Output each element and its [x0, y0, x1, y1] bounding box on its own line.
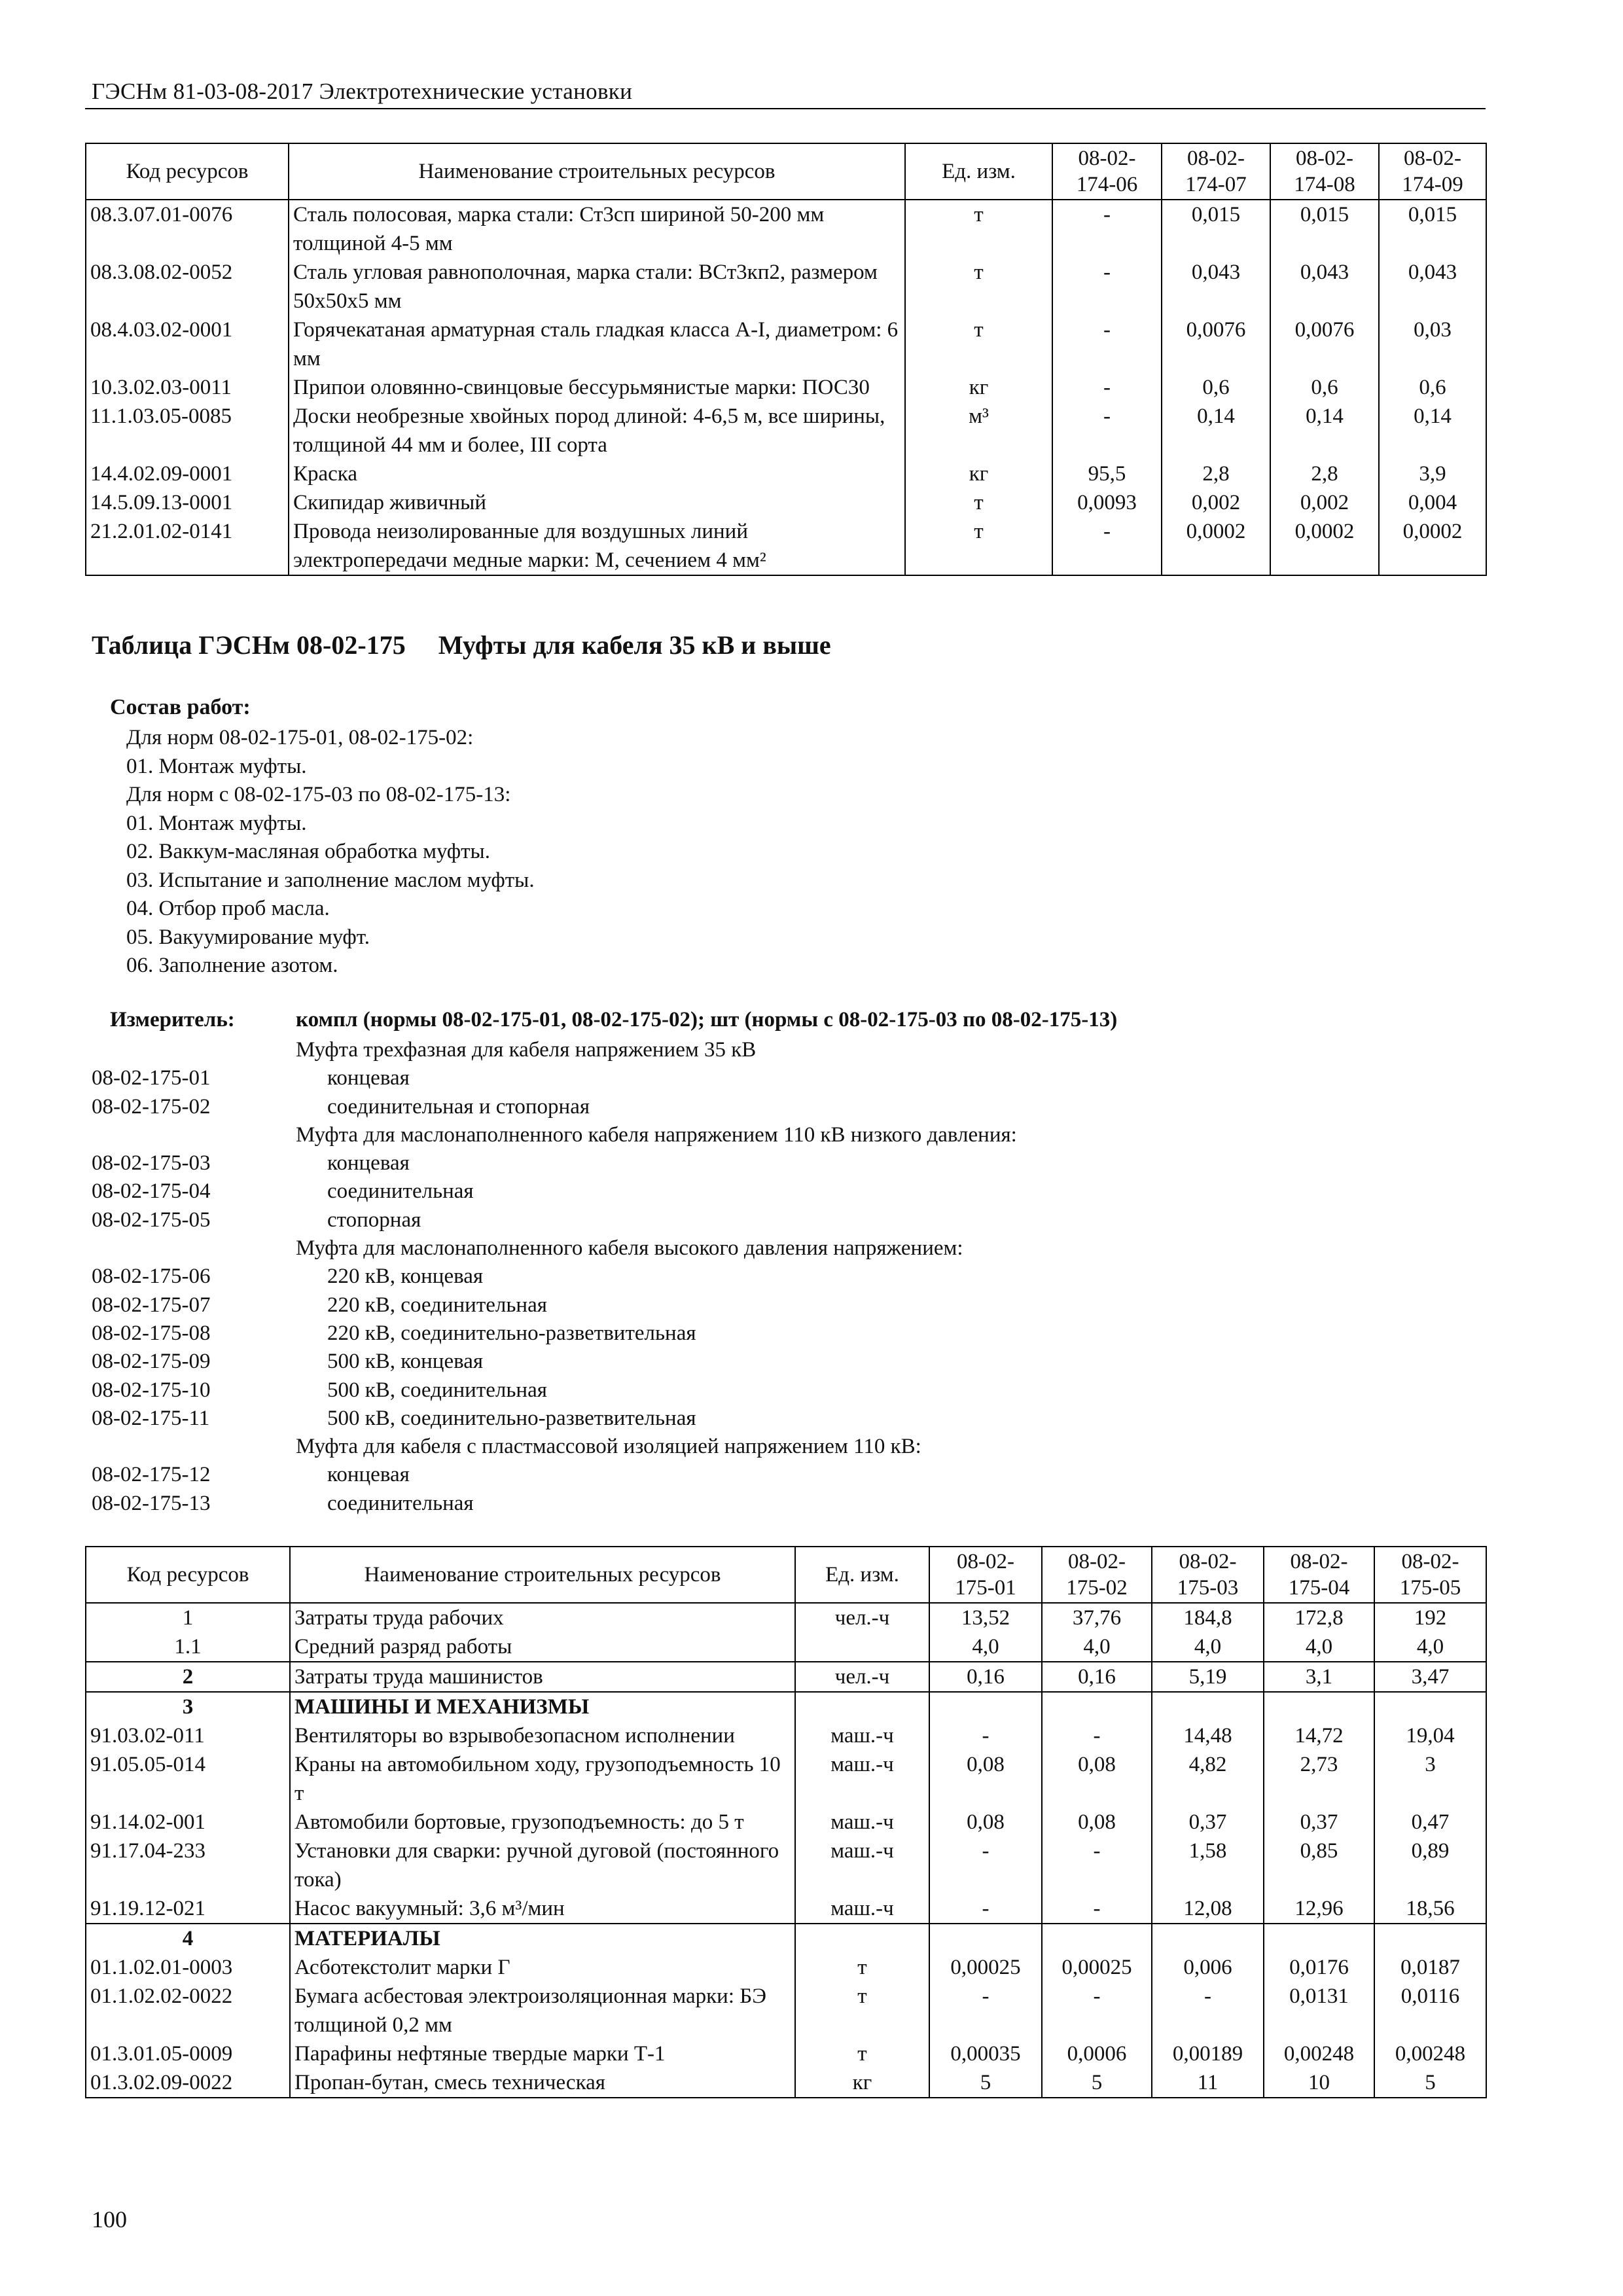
unit-cell: [795, 1692, 929, 1721]
works-item: 06. Заполнение азотом.: [126, 954, 338, 977]
value-cell: -: [1052, 373, 1162, 402]
value-cell: 4,0: [929, 1632, 1042, 1662]
resource-code: 91.17.04-233: [86, 1837, 290, 1894]
works-item: 01. Монтаж муфты.: [126, 811, 307, 835]
resource-code: 1: [86, 1603, 290, 1632]
unit-cell: маш.-ч: [795, 1721, 929, 1750]
value-cell: 4,0: [1152, 1632, 1264, 1662]
value-cell: 14,72: [1264, 1721, 1374, 1750]
value-cell: 192: [1374, 1603, 1486, 1632]
header-rule: [85, 108, 1486, 109]
column-header: 08-02- 174-07: [1162, 143, 1270, 200]
table-row: [86, 1692, 1486, 1721]
resource-name: Провода неизолированные для воздушных линий электропередачи медные марки: М, сечением 4 мм²: [289, 517, 905, 575]
norm-group: Муфта для маслонаполненного кабеля напряжением 110 кВ низкого давления:: [296, 1122, 1017, 1147]
value-cell: 2,8: [1162, 459, 1270, 488]
value-cell: 10: [1264, 2068, 1374, 2098]
value-cell: -: [1042, 1982, 1152, 2039]
table-row: [86, 1894, 1486, 1924]
resource-code: 01.3.02.09-0022: [86, 2068, 290, 2098]
norm-group: Муфта трехфазная для кабеля напряжением 35 кВ: [296, 1038, 757, 1062]
value-cell: 12,96: [1264, 1894, 1374, 1924]
value-cell: -: [1052, 200, 1162, 258]
table-header-row: [86, 143, 1486, 200]
value-cell: -: [929, 1982, 1042, 2039]
value-cell: 0,002: [1270, 488, 1379, 517]
value-cell: 12,08: [1152, 1894, 1264, 1924]
resource-name: Краны на автомобильном ходу, грузоподъемность 10 т: [290, 1750, 795, 1808]
value-cell: 0,16: [1042, 1662, 1152, 1692]
value-cell: 4,0: [1264, 1632, 1374, 1662]
value-cell: 18,56: [1374, 1894, 1486, 1924]
value-cell: [1042, 1692, 1152, 1721]
unit-cell: [795, 1924, 929, 1953]
value-cell: [1374, 1692, 1486, 1721]
unit-cell: м³: [905, 402, 1052, 459]
value-cell: 0,47: [1374, 1808, 1486, 1837]
value-cell: 0,6: [1379, 373, 1486, 402]
value-cell: 3,9: [1379, 459, 1486, 488]
meter-value: компл (нормы 08-02-175-01, 08-02-175-02); шт (нормы с 08-02-175-03 по 08-02-175-13): [296, 1008, 1118, 1031]
column-header: 08-02- 175-02: [1042, 1547, 1152, 1603]
value-cell: 0,16: [929, 1662, 1042, 1692]
value-cell: 95,5: [1052, 459, 1162, 488]
value-cell: 11: [1152, 2068, 1264, 2098]
table-row: [86, 373, 1486, 402]
norm-code: 08-02-175-09: [92, 1350, 211, 1374]
value-cell: 0,043: [1270, 258, 1379, 315]
resource-code: 91.05.05-014: [86, 1750, 290, 1808]
value-cell: 0,043: [1162, 258, 1270, 315]
norm-code: 08-02-175-02: [92, 1094, 211, 1119]
table-row: [86, 1953, 1486, 1982]
table-row: [86, 517, 1486, 575]
value-cell: 5: [929, 2068, 1042, 2098]
norm-code: 08-02-175-01: [92, 1066, 211, 1090]
resource-name: Доски необрезные хвойных пород длиной: 4-6,5 м, все ширины, толщиной 44 мм и более, III сорта: [289, 402, 905, 459]
resource-name: Сталь полосовая, марка стали: Ст3сп шириной 50-200 мм толщиной 4-5 мм: [289, 200, 905, 258]
value-cell: -: [929, 1894, 1042, 1924]
value-cell: 3,47: [1374, 1662, 1486, 1692]
table-row: [86, 258, 1486, 315]
norm-code: 08-02-175-04: [92, 1179, 211, 1204]
column-header: 08-02- 174-08: [1270, 143, 1379, 200]
norm-code: 08-02-175-08: [92, 1321, 211, 1345]
value-cell: [1042, 1924, 1152, 1953]
resources-table-175: [85, 1546, 1487, 2098]
value-cell: -: [1052, 517, 1162, 575]
value-cell: 1,58: [1152, 1837, 1264, 1894]
value-cell: 0,6: [1270, 373, 1379, 402]
resource-code: 3: [86, 1692, 290, 1721]
value-cell: 172,8: [1264, 1603, 1374, 1632]
resource-code: 21.2.01.02-0141: [86, 517, 289, 575]
norm-item: концевая: [327, 1463, 410, 1487]
table-row: [86, 1632, 1486, 1662]
table-row: [86, 2068, 1486, 2098]
table-title: Таблица ГЭСНм 08-02-175 Муфты для кабеля 35 кВ и выше: [92, 630, 831, 660]
value-cell: 0,0176: [1264, 1953, 1374, 1982]
works-title: Состав работ:: [110, 695, 251, 719]
works-item: Для норм 08-02-175-01, 08-02-175-02:: [126, 726, 474, 749]
resource-name: Асботекстолит марки Г: [290, 1953, 795, 1982]
value-cell: 184,8: [1152, 1603, 1264, 1632]
value-cell: 0,0093: [1052, 488, 1162, 517]
value-cell: 0,015: [1379, 200, 1486, 258]
works-item: 02. Ваккум-масляная обработка муфты.: [126, 840, 490, 863]
value-cell: 0,0187: [1374, 1953, 1486, 1982]
value-cell: 0,0076: [1270, 315, 1379, 373]
value-cell: 5: [1042, 2068, 1152, 2098]
table-row: [86, 1808, 1486, 1837]
column-header: 08-02- 174-09: [1379, 143, 1486, 200]
value-cell: 0,00025: [1042, 1953, 1152, 1982]
value-cell: 0,08: [929, 1750, 1042, 1808]
value-cell: 0,0076: [1162, 315, 1270, 373]
unit-cell: маш.-ч: [795, 1894, 929, 1924]
table-row: [86, 459, 1486, 488]
value-cell: -: [1152, 1982, 1264, 2039]
value-cell: 0,015: [1162, 200, 1270, 258]
value-cell: 0,08: [1042, 1750, 1152, 1808]
works-item: 04. Отбор проб масла.: [126, 897, 330, 920]
value-cell: 4,0: [1374, 1632, 1486, 1662]
value-cell: 5,19: [1152, 1662, 1264, 1692]
value-cell: 0,03: [1379, 315, 1486, 373]
table-row: [86, 200, 1486, 258]
resource-code: 08.3.08.02-0052: [86, 258, 289, 315]
column-header: Ед. изм.: [905, 143, 1052, 200]
column-header: Наименование строительных ресурсов: [289, 143, 905, 200]
value-cell: 13,52: [929, 1603, 1042, 1632]
table-row: [86, 1721, 1486, 1750]
table-row: [86, 315, 1486, 373]
resource-code: 01.1.02.02-0022: [86, 1982, 290, 2039]
norm-item: 220 кВ, соединительно-разветвительная: [327, 1321, 696, 1345]
unit-cell: т: [795, 1953, 929, 1982]
norm-item: концевая: [327, 1066, 410, 1090]
unit-cell: т: [905, 517, 1052, 575]
norm-code: 08-02-175-13: [92, 1491, 211, 1515]
value-cell: 0,14: [1162, 402, 1270, 459]
norm-item: соединительная: [327, 1179, 474, 1204]
unit-cell: маш.-ч: [795, 1837, 929, 1894]
norm-item: 500 кВ, соединительная: [327, 1378, 547, 1402]
value-cell: 14,48: [1152, 1721, 1264, 1750]
table-row: [86, 2039, 1486, 2068]
value-cell: 0,00035: [929, 2039, 1042, 2068]
column-header: Код ресурсов: [86, 1547, 290, 1603]
value-cell: 2,8: [1270, 459, 1379, 488]
value-cell: 0,00248: [1374, 2039, 1486, 2068]
table-row: [86, 488, 1486, 517]
value-cell: 0,015: [1270, 200, 1379, 258]
column-header: 08-02- 175-03: [1152, 1547, 1264, 1603]
norm-group: Муфта для кабеля с пластмассовой изоляцией напряжением 110 кВ:: [296, 1435, 921, 1459]
norm-code: 08-02-175-06: [92, 1265, 211, 1289]
unit-cell: т: [905, 315, 1052, 373]
value-cell: 0,08: [1042, 1808, 1152, 1837]
norm-code: 08-02-175-05: [92, 1208, 211, 1232]
value-cell: 3: [1374, 1750, 1486, 1808]
value-cell: [929, 1924, 1042, 1953]
column-header: 08-02- 175-05: [1374, 1547, 1486, 1603]
norm-item: соединительная: [327, 1491, 474, 1515]
unit-cell: чел.-ч: [795, 1603, 929, 1632]
norm-code: 08-02-175-10: [92, 1378, 211, 1402]
value-cell: 0,0002: [1379, 517, 1486, 575]
table-header-row: [86, 1547, 1486, 1603]
value-cell: 0,00025: [929, 1953, 1042, 1982]
unit-cell: кг: [905, 459, 1052, 488]
unit-cell: т: [905, 488, 1052, 517]
resource-code: 14.5.09.13-0001: [86, 488, 289, 517]
table-row: [86, 1982, 1486, 2039]
resource-name: Автомобили бортовые, грузоподъемность: до 5 т: [290, 1808, 795, 1837]
table-row: [86, 1837, 1486, 1894]
value-cell: -: [1042, 1894, 1152, 1924]
meter-label: Измеритель:: [110, 1008, 235, 1031]
resource-name: МАТЕРИАЛЫ: [290, 1924, 795, 1953]
value-cell: 0,002: [1162, 488, 1270, 517]
resource-code: 10.3.02.03-0011: [86, 373, 289, 402]
column-header: Код ресурсов: [86, 143, 289, 200]
resource-code: 14.4.02.09-0001: [86, 459, 289, 488]
value-cell: 0,043: [1379, 258, 1486, 315]
norm-item: 500 кВ, соединительно-разветвительная: [327, 1406, 696, 1430]
resource-code: 11.1.03.05-0085: [86, 402, 289, 459]
value-cell: 37,76: [1042, 1603, 1152, 1632]
norm-code: 08-02-175-07: [92, 1293, 211, 1317]
works-list: [126, 724, 535, 980]
norm-item: 500 кВ, концевая: [327, 1350, 484, 1374]
norm-code: 08-02-175-11: [92, 1406, 210, 1430]
unit-cell: т: [795, 2039, 929, 2068]
resource-name: Установки для сварки: ручной дуговой (постоянного тока): [290, 1837, 795, 1894]
resource-code: 1.1: [86, 1632, 290, 1662]
unit-cell: чел.-ч: [795, 1662, 929, 1692]
value-cell: 0,08: [929, 1808, 1042, 1837]
value-cell: -: [1042, 1721, 1152, 1750]
value-cell: [1152, 1692, 1264, 1721]
resource-name: Сталь угловая равнополочная, марка стали: ВСт3кп2, размером 50х50х5 мм: [289, 258, 905, 315]
unit-cell: т: [905, 200, 1052, 258]
value-cell: 0,0002: [1270, 517, 1379, 575]
resource-code: 01.1.02.01-0003: [86, 1953, 290, 1982]
table-row: [86, 1750, 1486, 1808]
norm-code: 08-02-175-12: [92, 1463, 211, 1487]
norm-group: Муфта для маслонаполненного кабеля высокого давления напряжением:: [296, 1236, 963, 1261]
value-cell: [929, 1692, 1042, 1721]
resource-code: 2: [86, 1662, 290, 1692]
page-number: 100: [92, 2206, 127, 2233]
table-row: [86, 1662, 1486, 1692]
table-row: [86, 1603, 1486, 1632]
page-header: ГЭСНм 81-03-08-2017 Электротехнические установки: [92, 79, 633, 104]
value-cell: 0,0116: [1374, 1982, 1486, 2039]
value-cell: [1264, 1692, 1374, 1721]
value-cell: 3,1: [1264, 1662, 1374, 1692]
value-cell: -: [1052, 258, 1162, 315]
value-cell: 0,0131: [1264, 1982, 1374, 2039]
works-item: Для норм с 08-02-175-03 по 08-02-175-13:: [126, 783, 511, 806]
column-header: Ед. изм.: [795, 1547, 929, 1603]
value-cell: 0,14: [1270, 402, 1379, 459]
value-cell: 0,0002: [1162, 517, 1270, 575]
norm-item: концевая: [327, 1151, 410, 1175]
unit-cell: кг: [905, 373, 1052, 402]
column-header: 08-02- 175-04: [1264, 1547, 1374, 1603]
value-cell: 0,006: [1152, 1953, 1264, 1982]
value-cell: 0,00189: [1152, 2039, 1264, 2068]
value-cell: -: [1052, 402, 1162, 459]
value-cell: 0,00248: [1264, 2039, 1374, 2068]
works-item: 01. Монтаж муфты.: [126, 754, 307, 778]
table-row: [86, 402, 1486, 459]
resource-name: Бумага асбестовая электроизоляционная марки: БЭ толщиной 0,2 мм: [290, 1982, 795, 2039]
value-cell: 0,89: [1374, 1837, 1486, 1894]
resource-name: Насос вакуумный: 3,6 м³/мин: [290, 1894, 795, 1924]
resource-code: 08.4.03.02-0001: [86, 315, 289, 373]
value-cell: 0,14: [1379, 402, 1486, 459]
value-cell: -: [929, 1721, 1042, 1750]
resource-code: 91.19.12-021: [86, 1894, 290, 1924]
unit-cell: т: [795, 1982, 929, 2039]
norm-item: 220 кВ, концевая: [327, 1265, 484, 1289]
norm-item: 220 кВ, соединительная: [327, 1293, 547, 1317]
value-cell: -: [1042, 1837, 1152, 1894]
unit-cell: [795, 1632, 929, 1662]
unit-cell: т: [905, 258, 1052, 315]
value-cell: -: [929, 1837, 1042, 1894]
value-cell: 0,0006: [1042, 2039, 1152, 2068]
resource-name: Горячекатаная арматурная сталь гладкая класса А-I, диаметром: 6 мм: [289, 315, 905, 373]
resource-name: Пропан-бутан, смесь техническая: [290, 2068, 795, 2098]
resource-name: Средний разряд работы: [290, 1632, 795, 1662]
unit-cell: кг: [795, 2068, 929, 2098]
column-header: 08-02- 174-06: [1052, 143, 1162, 200]
resource-code: 91.03.02-011: [86, 1721, 290, 1750]
resources-table-174: [85, 143, 1487, 576]
resource-name: Краска: [289, 459, 905, 488]
column-header: Наименование строительных ресурсов: [290, 1547, 795, 1603]
resource-code: 91.14.02-001: [86, 1808, 290, 1837]
resource-name: Вентиляторы во взрывобезопасном исполнении: [290, 1721, 795, 1750]
resource-code: 08.3.07.01-0076: [86, 200, 289, 258]
norm-code: 08-02-175-03: [92, 1151, 211, 1175]
column-header: 08-02- 175-01: [929, 1547, 1042, 1603]
resource-code: 01.3.01.05-0009: [86, 2039, 290, 2068]
value-cell: 0,004: [1379, 488, 1486, 517]
resource-name: Парафины нефтяные твердые марки Т-1: [290, 2039, 795, 2068]
resource-name: МАШИНЫ И МЕХАНИЗМЫ: [290, 1692, 795, 1721]
unit-cell: маш.-ч: [795, 1808, 929, 1837]
value-cell: 0,85: [1264, 1837, 1374, 1894]
works-item: 05. Вакуумирование муфт.: [126, 925, 370, 949]
value-cell: [1152, 1924, 1264, 1953]
value-cell: 4,0: [1042, 1632, 1152, 1662]
resource-name: Скипидар живичный: [289, 488, 905, 517]
unit-cell: маш.-ч: [795, 1750, 929, 1808]
norm-item: соединительная и стопорная: [327, 1094, 590, 1119]
value-cell: -: [1052, 315, 1162, 373]
norm-item: стопорная: [327, 1208, 421, 1232]
resource-code: 4: [86, 1924, 290, 1953]
value-cell: 2,73: [1264, 1750, 1374, 1808]
value-cell: 19,04: [1374, 1721, 1486, 1750]
value-cell: 4,82: [1152, 1750, 1264, 1808]
resource-name: Затраты труда рабочих: [290, 1603, 795, 1632]
value-cell: 5: [1374, 2068, 1486, 2098]
value-cell: 0,37: [1264, 1808, 1374, 1837]
resource-name: Припои оловянно-свинцовые бессурьмянистые марки: ПОС30: [289, 373, 905, 402]
table-row: [86, 1924, 1486, 1953]
value-cell: [1264, 1924, 1374, 1953]
resource-name: Затраты труда машинистов: [290, 1662, 795, 1692]
works-item: 03. Испытание и заполнение маслом муфты.: [126, 868, 535, 892]
value-cell: [1374, 1924, 1486, 1953]
value-cell: 0,6: [1162, 373, 1270, 402]
value-cell: 0,37: [1152, 1808, 1264, 1837]
